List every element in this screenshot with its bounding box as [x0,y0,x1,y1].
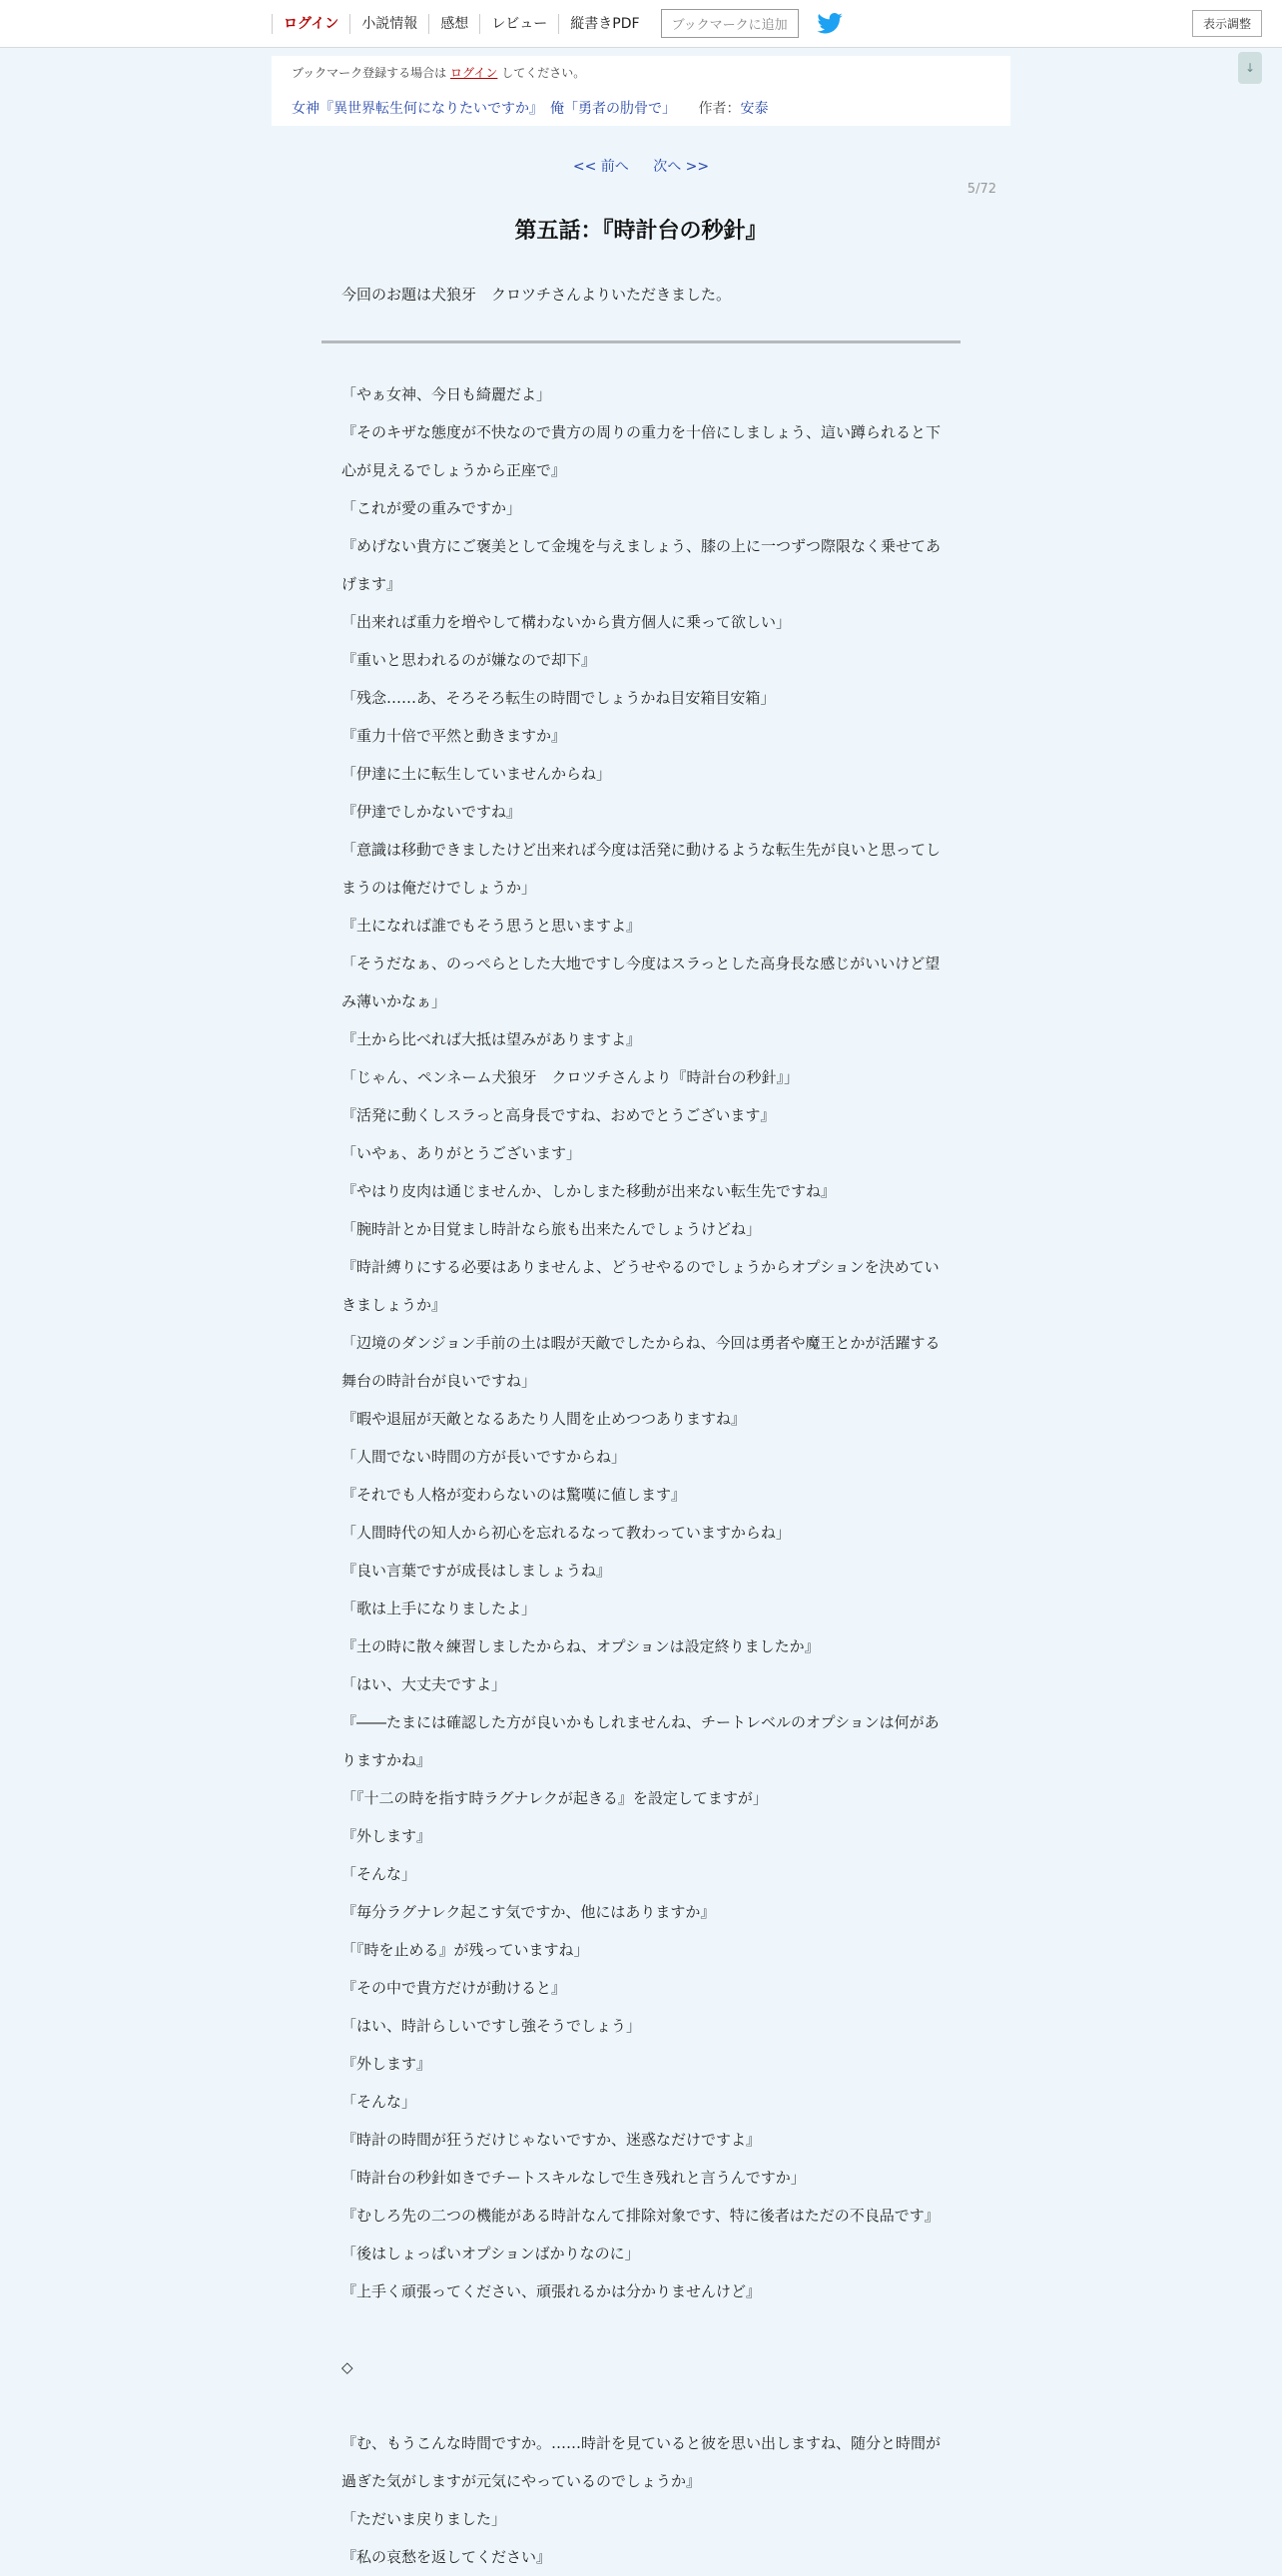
series-title-link[interactable]: 女神『異世界転生何になりたいですか』 俺「勇者の肋骨で」 [292,101,676,117]
top-nav [272,0,843,47]
body-line: げます』 [341,575,402,593]
body-line: ◇ [341,2358,353,2376]
novel-info-link[interactable]: 小説情報 [349,14,428,34]
body-line: 『暇や退屈が天敵となるあたり人間を止めつつありますね』 [341,1410,747,1428]
body-line: 『時計の時間が狂うだけじゃないですか、迷惑なだけですよ』 [341,2131,762,2149]
body-line: 「残念……あ、そろそろ転生の時間でしょうかね目安箱目安箱」 [341,689,776,707]
body-line: 『重力十倍で平然と動きますか』 [341,727,567,745]
body-line: 「いやぁ、ありがとうございます」 [341,1144,582,1162]
add-bookmark-button[interactable]: ブックマークに追加 [661,9,799,38]
pager [0,156,1282,176]
bookmark-note-text: ブックマーク登録する場合は [292,66,447,80]
page-number: 5/72 [966,182,996,197]
body-line: 『上手く頑張ってください、頑張れるかは分かりませんけど』 [341,2282,762,2300]
body-line: 「これが愛の重みですか」 [341,499,522,517]
body-line: 『めげない貴方にご褒美として金塊を与えましょう、膝の上に一つずつ際限なく乗せてあ [341,537,942,555]
body-line: 「人間でない時間の方が長いですからね」 [341,1448,627,1466]
body-line: み薄いかなぁ」 [341,992,447,1010]
body-line: 『外します』 [341,1827,432,1845]
body-line: 舞台の時計台が良いですね」 [341,1372,537,1390]
body-line: 『む、もうこんな時間ですか。……時計を見ていると彼を思い出しますね、随分と時間が [341,2434,942,2452]
series-info [292,98,768,118]
body-line: 『それでも人格が変わらないのは驚嘆に値します』 [341,1486,687,1504]
body-line: 『良い言葉ですが成長はしましょうね』 [341,1562,612,1580]
next-page-link[interactable]: 次へ >> [653,159,710,175]
author-link[interactable]: 安泰 [740,101,769,117]
body-line: 「腕時計とか目覚まし時計なら旅も出来たんでしょうけどね」 [341,1220,762,1238]
blank-line [341,2310,946,2348]
body-line: 「『時を止める』が残っていますね」 [341,1941,589,1959]
body-line: 「はい、大丈夫ですよ」 [341,1675,507,1693]
body-line: 心が見えるでしょうから正座で』 [341,461,566,479]
body-line: 『外します』 [341,2055,432,2073]
bookmark-login-link[interactable]: ログイン [450,66,498,80]
body-line: 『そのキザな態度が不快なので貴方の周りの重力を十倍にしましょう、這い蹲られると下 [341,423,942,441]
body-line: 『やはり皮肉は通じませんか、しかしまた移動が出来ない転生先ですね』 [341,1182,837,1200]
novel-body [341,375,946,2576]
body-line: 「意識は移動できましたけど出来れば今度は活発に動けるような転生先が良いと思ってし [341,841,942,859]
episode-title: 第五話：『時計台の秒針』 [514,219,768,244]
body-line: まうのは俺だけでしょうか」 [341,879,537,897]
bookmark-note [292,64,585,81]
body-line: 「後はしょっぱいオプションばかりなのに」 [341,2245,640,2262]
body-line: 「時計台の秒針如きでチートスキルなしで生き残れと言うんですか」 [341,2169,806,2187]
body-line: 「ただいま戻りました」 [341,2510,507,2528]
blank-line [341,2386,946,2424]
top-bar [0,0,1282,48]
divider [321,340,961,343]
body-line: 『土になれば誰でもそう思うと思いますよ』 [341,917,642,935]
review-link[interactable]: レビュー [479,14,558,34]
body-line: 「出来れば重力を増やして構わないから貴方個人に乗って欲しい」 [341,613,792,631]
body-line: 『重いと思われるのが嫌なので却下』 [341,651,597,669]
body-line: 過ぎた気がしますが元気にやっているのでしょうか』 [341,2472,702,2490]
body-line: 「『十二の時を指す時ラグナレクが起きる』を設定してますが」 [341,1789,768,1807]
body-line: 「はい、時計らしいですし強そうでしょう」 [341,2017,642,2035]
body-line: 『土の時に散々練習しましたからね、オプションは設定終りましたか』 [341,1637,820,1655]
display-settings-button[interactable]: 表示調整 [1192,10,1262,37]
impressions-link[interactable]: 感想 [428,14,479,34]
body-line: 『その中で貴方だけが動けると』 [341,1979,567,1997]
body-line: りますかね』 [341,1751,432,1769]
prev-page-link[interactable]: << 前へ [572,159,629,175]
body-line: 「じゃん、ペンネーム犬狼牙 クロツチさんより『時計台の秒針』」 [341,1068,799,1086]
body-line: 「歌は上手になりましたよ」 [341,1600,537,1617]
body-line: 『活発に動くしスラっと高身長ですね、おめでとうございます』 [341,1106,776,1124]
bookmark-note-suffix: してください。 [501,66,586,80]
twitter-icon[interactable] [817,13,843,35]
body-line: 『むしろ先の二つの機能がある時計なんて排除対象です、特に後者はただの不良品です』 [341,2207,940,2225]
body-line: 「そんな」 [341,1865,417,1883]
arrow-down-icon: ↓ [1244,61,1256,75]
author-label: 作者： [698,101,741,117]
vertical-pdf-link[interactable]: 縦書きPDF [558,14,650,34]
login-link[interactable]: ログイン [272,14,349,34]
body-line: 『伊達でしかないですね』 [341,803,522,821]
info-box [272,56,1010,126]
scroll-down-button[interactable] [1238,52,1262,84]
body-line: 「そんな」 [341,2093,417,2111]
body-line: 『――たまには確認した方が良いかもしれませんね、チートレベルのオプションは何があ [341,1713,940,1731]
episode-preface: 今回のお題は犬狼牙 クロツチさんよりいただきました。 [341,286,732,304]
body-line: 『毎分ラグナレク起こす気ですか、他にはありますか』 [341,1903,716,1921]
body-line: きましょうか』 [341,1296,447,1314]
body-line: 『時計縛りにする必要はありませんよ、どうせやるのでしょうからオプションを決めてい [341,1258,940,1276]
body-line: 「伊達に土に転生していませんからね」 [341,765,612,783]
body-line: 『土から比べれば大抵は望みがありますよ』 [341,1030,642,1048]
body-line: 「そうだなぁ、のっぺらとした大地ですし今度はスラっとした高身長な感じがいいけど望 [341,955,941,972]
body-line: 『私の哀愁を返してください』 [341,2548,552,2566]
body-line: 「人間時代の知人から初心を忘れるなって教わっていますからね」 [341,1524,791,1542]
body-line: 「辺境のダンジョン手前の土は暇が天敵でしたからね、今回は勇者や魔王とかが活躍する [341,1334,941,1352]
body-line: 「やぁ女神、今日も綺麗だよ」 [341,385,552,403]
